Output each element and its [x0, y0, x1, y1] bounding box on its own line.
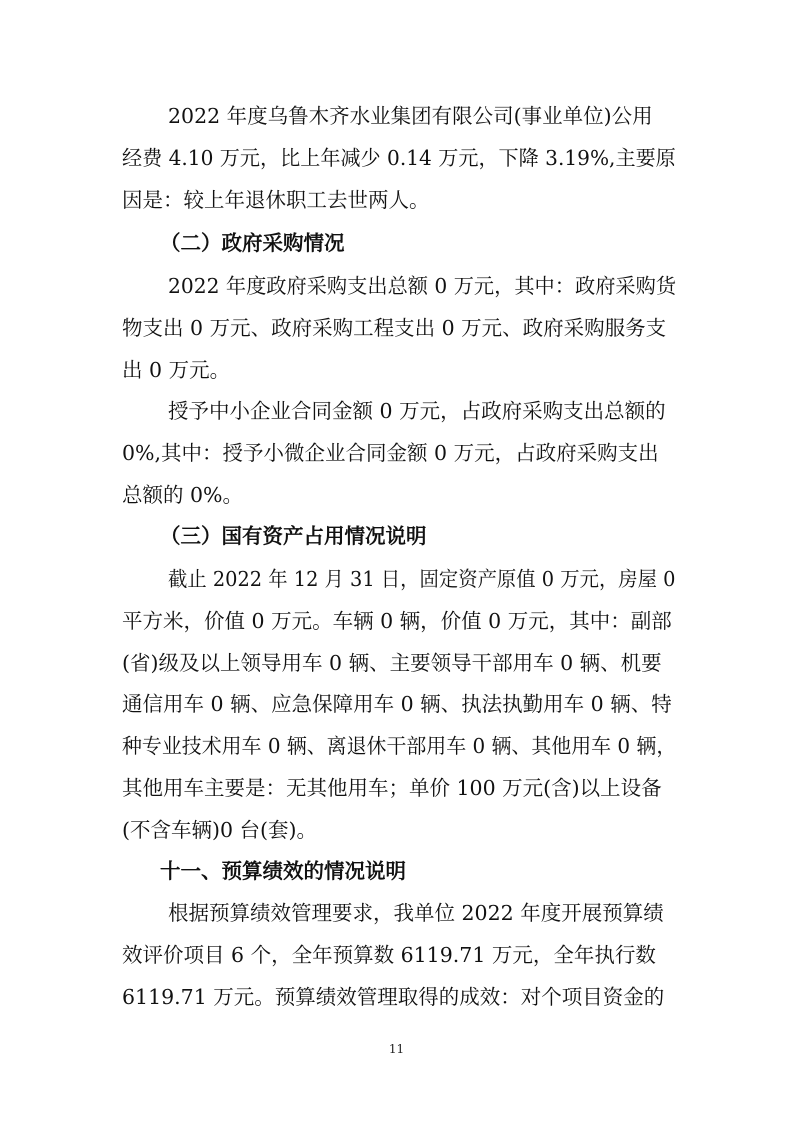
- paragraph-line: (不含车辆)0 台(套)。: [122, 818, 318, 842]
- paragraph-line: 平方米，价值 0 万元。车辆 0 辆，价值 0 万元，其中：副部: [122, 609, 672, 633]
- paragraph-line: 种专业技术用车 0 辆、离退休干部用车 0 辆、其他用车 0 辆，: [122, 734, 677, 758]
- section-heading-assets: （三）国有资产占用情况说明: [160, 524, 427, 548]
- paragraph-line: 总额的 0%。: [122, 483, 244, 507]
- paragraph-line: 效评价项目 6 个，全年预算数 6119.71 万元，全年执行数: [122, 943, 656, 967]
- section-heading-performance: 十一、预算绩效的情况说明: [160, 859, 406, 883]
- paragraph-line: 出 0 万元。: [122, 358, 231, 382]
- paragraph-line: 因是：较上年退休职工去世两人。: [122, 188, 430, 212]
- paragraph-line: 物支出 0 万元、政府采购工程支出 0 万元、政府采购服务支: [122, 316, 667, 340]
- paragraph-line: (省)级及以上领导用车 0 辆、主要领导干部用车 0 辆、机要: [122, 651, 662, 675]
- paragraph-line: 根据预算绩效管理要求，我单位 2022 年度开展预算绩: [168, 901, 664, 925]
- paragraph-line: 其他用车主要是：无其他用车；单价 100 万元(含)以上设备: [122, 776, 662, 800]
- paragraph-line: 0%,其中：授予小微企业合同金额 0 万元，占政府采购支出: [122, 441, 659, 465]
- paragraph-line: 2022 年度乌鲁木齐水业集团有限公司(事业单位)公用: [168, 104, 653, 128]
- paragraph-line: 通信用车 0 辆、应急保障用车 0 辆、执法执勤用车 0 辆、特: [122, 692, 672, 716]
- paragraph-line: 授予中小企业合同金额 0 万元，占政府采购支出总额的: [168, 399, 666, 423]
- page-number: 11: [388, 1042, 405, 1056]
- section-heading-procurement: （二）政府采购情况: [160, 231, 345, 255]
- paragraph-line: 经费 4.10 万元，比上年减少 0.14 万元，下降 3.19%,主要原: [122, 146, 676, 170]
- paragraph-line: 6119.71 万元。预算绩效管理取得的成效：对个项目资金的: [122, 985, 665, 1009]
- paragraph-line: 2022 年度政府采购支出总额 0 万元，其中：政府采购货: [168, 274, 677, 298]
- paragraph-line: 截止 2022 年 12 月 31 日，固定资产原值 0 万元，房屋 0: [168, 567, 676, 591]
